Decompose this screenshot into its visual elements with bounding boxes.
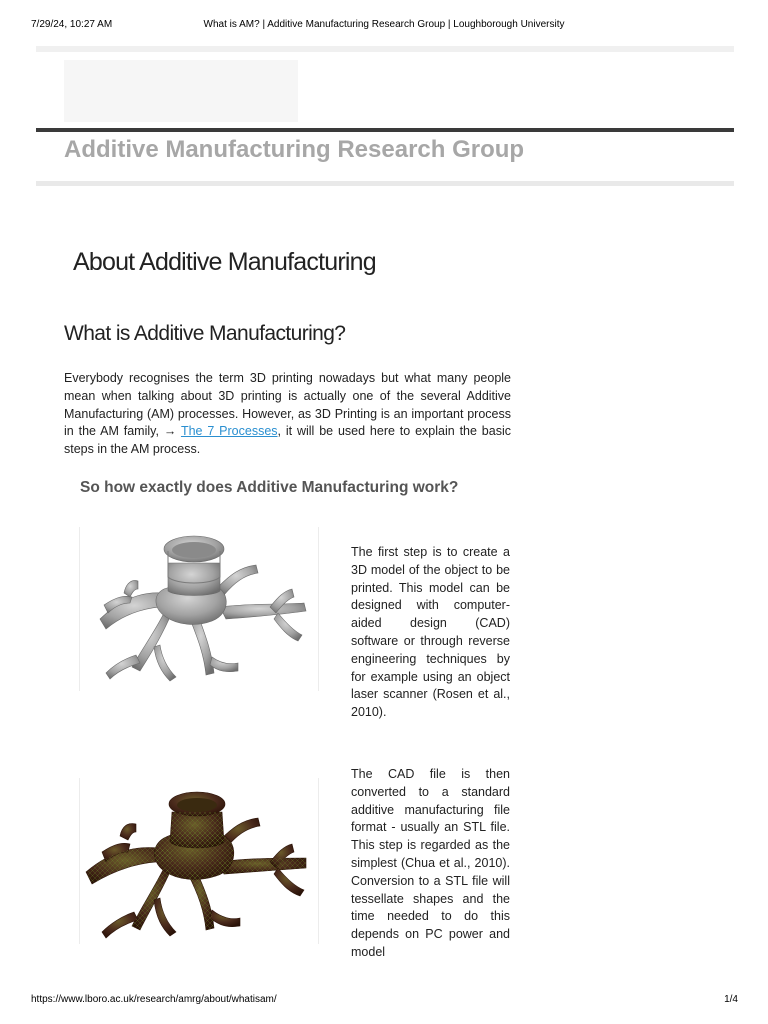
section-heading: What is Additive Manufacturing? — [64, 322, 346, 345]
intro-text-start: Everybody recognises the term 3D printing nowadays but what many people mean when talking about 3D printing is actually one of the several Additive Manufacturing (AM) processes. However, as 3D Printing is an important process in the AM family, — [64, 371, 511, 439]
link-arrow-icon: → — [163, 424, 177, 439]
university-logo-placeholder[interactable] — [64, 60, 298, 122]
step2-paragraph: The CAD file is then converted to a standard additive manufacturing file format - usually an STL file. This step is regarded as the simplest (Chua et al., 2010). Conversion to a STL file will tessellate shapes and the time needed to do this depends on PC power and model — [351, 767, 510, 959]
print-url: https://www.lboro.ac.uk/research/amrg/about/whatisam/ — [31, 994, 277, 1005]
stl-cup-opening — [177, 798, 217, 812]
step1-paragraph: The first step is to create a 3D model of the object to be printed. This model can be designed with computer-aided design (CAD) software or through reverse engineering techniques by for example using an object laser scanner (Rosen et al., 2010). — [351, 545, 510, 720]
page-title: About Additive Manufacturing — [73, 248, 376, 276]
intro-text-end: , it will be used here to explain the basic steps in the AM process. — [64, 424, 511, 457]
stl-model-drawing — [80, 778, 318, 944]
intro-paragraph — [64, 370, 511, 459]
header-divider — [36, 128, 734, 132]
print-page-title: What is AM? | Additive Manufacturing Research Group | Loughborough University — [203, 19, 565, 30]
header-bottom-divider — [36, 181, 734, 186]
print-datetime: 7/29/24, 10:27 AM — [31, 19, 113, 30]
cad-model-image — [79, 527, 319, 691]
cad-cup-opening — [172, 542, 216, 558]
subheading: So how exactly does Additive Manufacturing work? — [80, 479, 459, 496]
seven-processes-link[interactable]: The 7 Processes — [180, 424, 278, 439]
cad-model-drawing — [80, 527, 318, 691]
research-group-title[interactable]: Additive Manufacturing Research Group — [64, 136, 525, 163]
page-number: 1/4 — [724, 994, 738, 1005]
stl-model-image — [79, 778, 319, 944]
top-band — [36, 46, 734, 52]
stl-mesh-overlay — [86, 812, 306, 930]
